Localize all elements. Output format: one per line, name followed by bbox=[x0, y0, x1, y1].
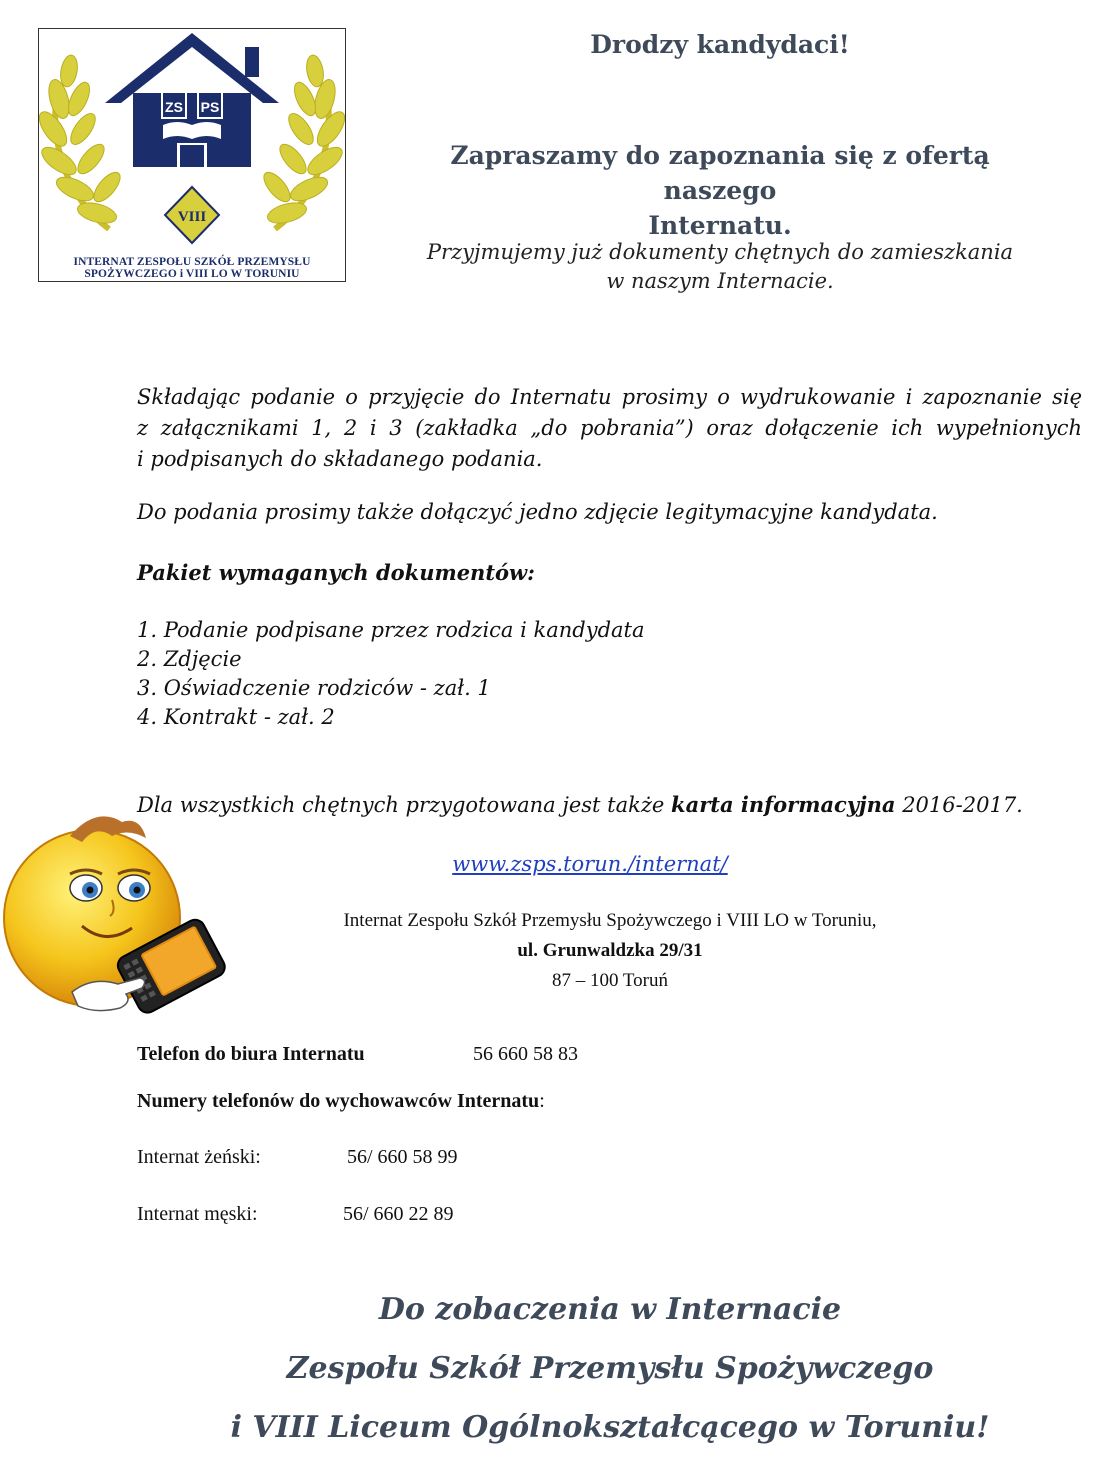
tutors-colon: : bbox=[539, 1090, 545, 1112]
office-phone-number: 56 660 58 83 bbox=[473, 1043, 578, 1065]
closing-line1: Do zobaczenia w Internacie bbox=[378, 1292, 842, 1327]
accepting-notice bbox=[400, 238, 1040, 296]
paragraph-line: z załącznikami 1, 2 i 3 (zakładka „do pobrania”) oraz dołączenie ich wypełnionych bbox=[137, 416, 1082, 440]
logo-letters-right: PS bbox=[200, 99, 220, 115]
office-phone-label: Telefon do biura Internatu bbox=[137, 1043, 365, 1065]
logo-letters-left: ZS bbox=[165, 99, 183, 115]
list-item: 3. Oświadczenie rodziców - zał. 1 bbox=[137, 676, 491, 700]
male-phone-label: Internat męski: bbox=[137, 1203, 258, 1225]
invite-line2: Internatu. bbox=[648, 211, 792, 240]
paragraph-line: i podpisanych do składanego podania. bbox=[137, 447, 543, 471]
tutors-phone-label: Numery telefonów do wychowawców Internatu bbox=[137, 1090, 540, 1112]
document-list bbox=[137, 616, 1082, 732]
logo-caption-line2: SPOŻYWCZEGO i VIII LO W TORUNIU bbox=[84, 268, 300, 280]
info-card-line bbox=[137, 792, 1082, 817]
accepting-line1: Przyjmujemy już dokumenty chętnych do zamieszkania bbox=[426, 240, 1014, 264]
accepting-line2: w naszym Internacie. bbox=[606, 269, 834, 293]
invite-heading bbox=[400, 138, 1040, 243]
info-card-title: karta informacyjna bbox=[671, 792, 896, 817]
internat-link[interactable]: www.zsps.torun./internat/ bbox=[452, 852, 728, 876]
application-paragraph bbox=[137, 382, 1082, 475]
list-item: 1. Podanie podpisane przez rodzica i kandydata bbox=[137, 618, 645, 642]
package-heading: Pakiet wymaganych dokumentów: bbox=[137, 560, 535, 585]
female-phone-label: Internat żeński: bbox=[137, 1146, 261, 1168]
school-logo bbox=[38, 28, 346, 282]
greeting-heading: Drodzy kandydaci! bbox=[590, 30, 850, 59]
logo-emblem bbox=[39, 29, 345, 259]
paragraph-line: Składając podanie o przyjęcie do Internatu prosimy o wydrukowanie i zapoznanie się bbox=[137, 385, 1082, 409]
invite-line1: Zapraszamy do zapoznania się z ofertą naszego bbox=[450, 141, 990, 205]
photo-paragraph: Do podania prosimy także dołączyć jedno zdjęcie legitymacyjne kandydata. bbox=[137, 500, 938, 524]
male-phone-number: 56/ 660 22 89 bbox=[343, 1203, 454, 1225]
logo-roman-numeral: VIII bbox=[177, 209, 207, 225]
info-suffix: 2016-2017. bbox=[895, 793, 1023, 817]
smiley-phone-illustration bbox=[0, 808, 240, 1030]
address-postal: 87 – 100 Toruń bbox=[551, 970, 668, 991]
closing-line3: i VIII Liceum Ogólnokształcącego w Toruniu! bbox=[230, 1410, 990, 1445]
address-street: ul. Grunwaldzka 29/31 bbox=[517, 940, 703, 961]
closing-line2: Zespołu Szkół Przemysłu Spożywczego bbox=[286, 1351, 934, 1386]
address-line1: Internat Zespołu Szkół Przemysłu Spożywczego i VIII LO w Toruniu, bbox=[343, 910, 877, 931]
logo-caption-line1: INTERNAT ZESPOŁU SZKÓŁ PRZEMYSŁU bbox=[73, 256, 311, 268]
list-item: 4. Kontrakt - zał. 2 bbox=[137, 705, 335, 729]
info-prefix: Dla wszystkich chętnych przygotowana jest także bbox=[137, 793, 672, 817]
female-phone-number: 56/ 660 58 99 bbox=[347, 1146, 458, 1168]
tutors-phone-heading bbox=[137, 1090, 545, 1113]
list-item: 2. Zdjęcie bbox=[137, 647, 242, 671]
